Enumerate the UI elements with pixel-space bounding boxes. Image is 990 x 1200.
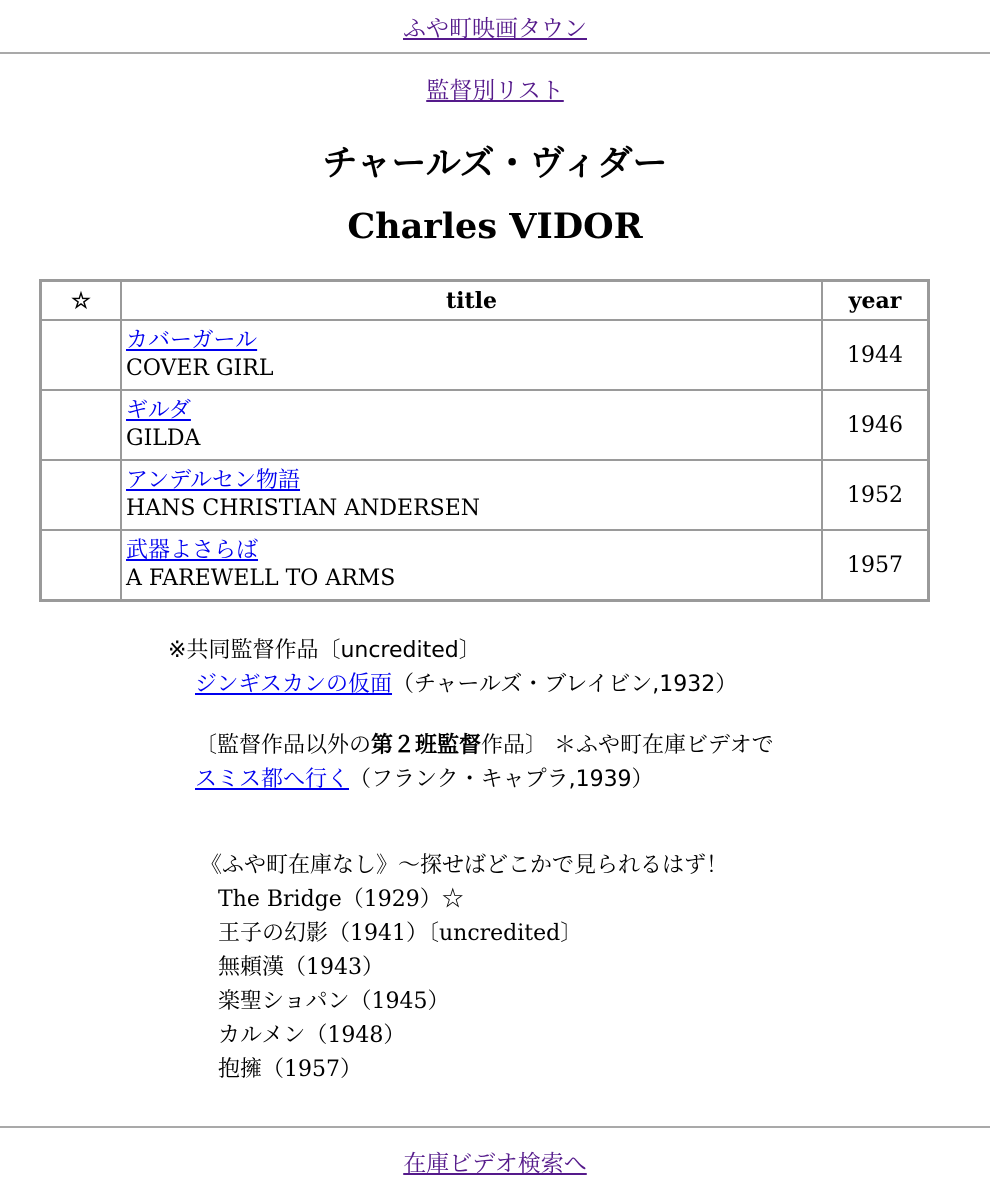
star-cell [41,530,121,600]
year-column-header: year [822,281,928,320]
list-item: The Bridge（1929）☆ [218,887,464,912]
list-item: 抱擁（1957） [218,1057,362,1082]
title-cell [121,460,822,530]
site-home-link[interactable]: ふや町映画タウン [403,16,587,42]
list-item: 楽聖ショパン（1945） [218,989,450,1014]
star-column-header: ☆ [41,281,121,320]
second-unit-film-link[interactable]: スミス都へ行く [195,767,350,792]
director-list-link[interactable]: 監督別リスト [426,78,564,104]
film-title-en: COVER GIRL [126,356,274,381]
year-cell: 1957 [822,530,928,600]
note-mark: ※ [168,638,187,663]
site-home [0,10,990,43]
film-title-en: A FAREWELL TO ARMS [126,566,396,591]
not-in-stock-heading: 《ふや町在庫なし》〜探せばどこかで見られるはず！ [200,853,729,878]
star-cell [41,320,121,390]
table-row [41,320,928,390]
divider-bottom [0,1126,990,1128]
codirected-film-note: （チャールズ・ブレイビン,1932） [392,672,738,697]
year-cell: 1944 [822,320,928,390]
video-search [0,1145,990,1178]
list-item: 王子の幻影（1941）〔uncredited〕 [218,921,583,946]
title-column-header: title [121,281,822,320]
codirected-heading: 共同監督作品〔uncredited〕 [186,638,481,663]
star-cell [41,390,121,460]
second-unit-prefix: 〔監督作品以外の [195,733,372,758]
video-search-link[interactable]: 在庫ビデオ検索へ [403,1151,587,1177]
film-link[interactable]: アンデルセン物語 [126,468,301,493]
list-item: カルメン（1948） [218,1023,406,1048]
divider-top [0,52,990,54]
title-cell [121,320,822,390]
second-unit-suffix: 作品〕 ＊ふや町在庫ビデオで [481,733,774,758]
star-cell [41,460,121,530]
year-cell: 1952 [822,460,928,530]
second-unit-film-note: （フランク・キャプラ,1939） [349,767,654,792]
table-header-row [41,281,928,320]
codirected-section [168,634,737,702]
title-cell [121,390,822,460]
film-title-en: GILDA [126,426,201,451]
codirected-film-link[interactable]: ジンギスカンの仮面 [195,672,393,697]
film-link[interactable]: カバーガール [126,328,258,353]
year-cell: 1946 [822,390,928,460]
second-unit-section [195,729,774,797]
title-cell [121,530,822,600]
director-name-ja: チャールズ・ヴィダー [322,144,668,184]
not-in-stock-section [200,849,728,1087]
film-link[interactable]: ギルダ [126,398,191,423]
filmography-table [39,279,930,602]
film-link[interactable]: 武器よさらば [126,538,259,563]
list-item: 無頼漢（1943） [218,955,384,980]
table-row [41,530,928,600]
director-name-en: Charles VIDOR [347,206,643,247]
table-row [41,460,928,530]
film-title-en: HANS CHRISTIAN ANDERSEN [126,496,481,521]
director-list [0,72,990,105]
table-row [41,390,928,460]
second-unit-bold: 第２班監督 [371,733,482,758]
